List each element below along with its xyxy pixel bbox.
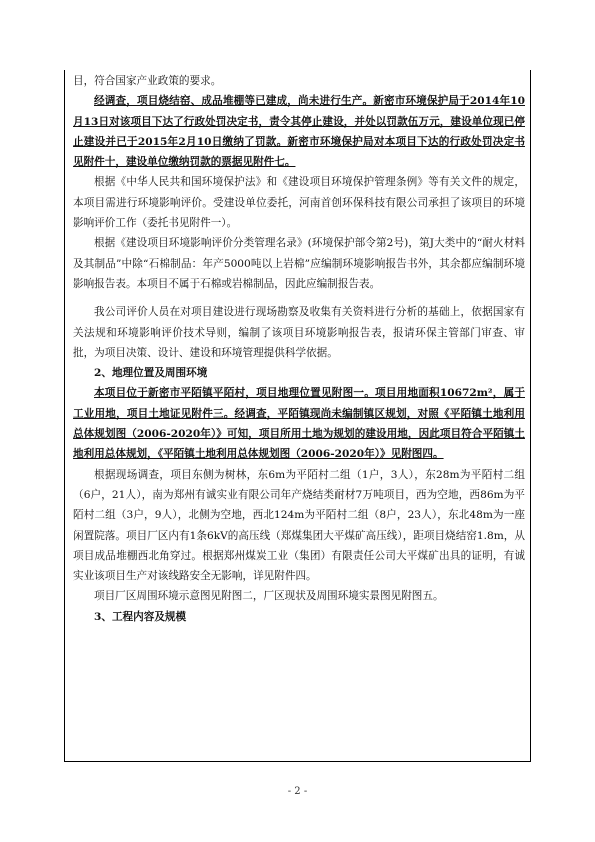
paragraph-surroundings: 根据现场调查，项目东侧为树林，东6m为平陌村二组（1户，3人），东28m为平陌村二组（6户，21人），南为郑州有诚实业有限公司年产烧结类耐材7万吨项目，西为空地，西86m为平陌村二组（3户，9人），北侧为空地，西北124m为平陌村二组（8户，23人），东北48m为一座闲置院落。项目厂区内有1条6kV的高压线（郑煤集团大平煤矿高压线），距项目烧结窑1.8m，从项目成品堆棚西北角穿过。根据郑州煤炭工业（集团）有限责任公司大平煤矿出具的证明，有诚实业该项目生产对该线路安全无影响，详见附件四。 (73, 468, 525, 583)
page-number: - 2 - (287, 786, 308, 797)
paragraph-intro-end: 目，符合国家产业政策的要求。 (73, 75, 222, 87)
paragraph-location: 本项目位于新密市平陌镇平陌村，项目地理位置见附图一。项目用地面积10672m²，属于工业用地，项目土地证见附件三。经调查，平陌镇现尚未编制镇区规划，对照《平陌镇土地利用总体规划图（2006-2020年）》可知，项目所用土地为规划的建设用地，因此项目符合平陌镇土地利用总体规划，《平陌镇土地利用总体规划图（2006-2020年）》见附图四。 (73, 387, 525, 461)
paragraph-figures: 项目厂区周围环境示意图见附图二，厂区现状及周围环境实景图见附图五。 (94, 590, 444, 603)
section-heading-location: 2、地理位置及周围环境 (94, 367, 208, 380)
paragraph-investigation: 经调查，项目烧结窑、成品堆棚等已建成，尚未进行生产。新密市环境保护局于2014年10月13日对该项目下达了行政处罚决定书，责令其停止建设，并处以罚款伍万元，建设单位现已停止建设并已于2015年2月10日缴纳了罚款。新密市环境保护局对本项目下达的行政处罚决定书见附件十，建设单位缴纳罚款的票据见附件七。 (73, 95, 525, 169)
paragraph-assessment: 我公司评价人员在对项目建设进行现场勘察及收集有关资料进行分析的基础上，依据国家有关法规和环境影响评价技术导则，编制了该项目环境影响报告表，报请环保主管部门审查、审批，为项目决策、设计、建设和环境管理提供科学依据。 (73, 306, 525, 359)
paragraph-law-basis: 根据《中华人民共和国环境保护法》和《建设项目环境保护管理条例》等有关文件的规定，本项目需进行环境影响评价。受建设单位委托，河南首创环保科技有限公司承担了该项目的环境影响评价工作（委托书见附件一）。 (73, 176, 525, 230)
section-heading-scope: 3、工程内容及规模 (94, 610, 187, 623)
document-body (73, 71, 525, 627)
paragraph-classification: 根据《建设项目环境影响评价分类管理名录》(环境保护部令第2号)，第J大类中的“耐火材料及其制品”中除“石棉制品：年产5000吨以上岩棉”应编制环境影响报告书外，其余都应编制环境影响报告表。本项目不属于石棉或岩棉制品，因此应编制报告表。 (73, 237, 525, 290)
